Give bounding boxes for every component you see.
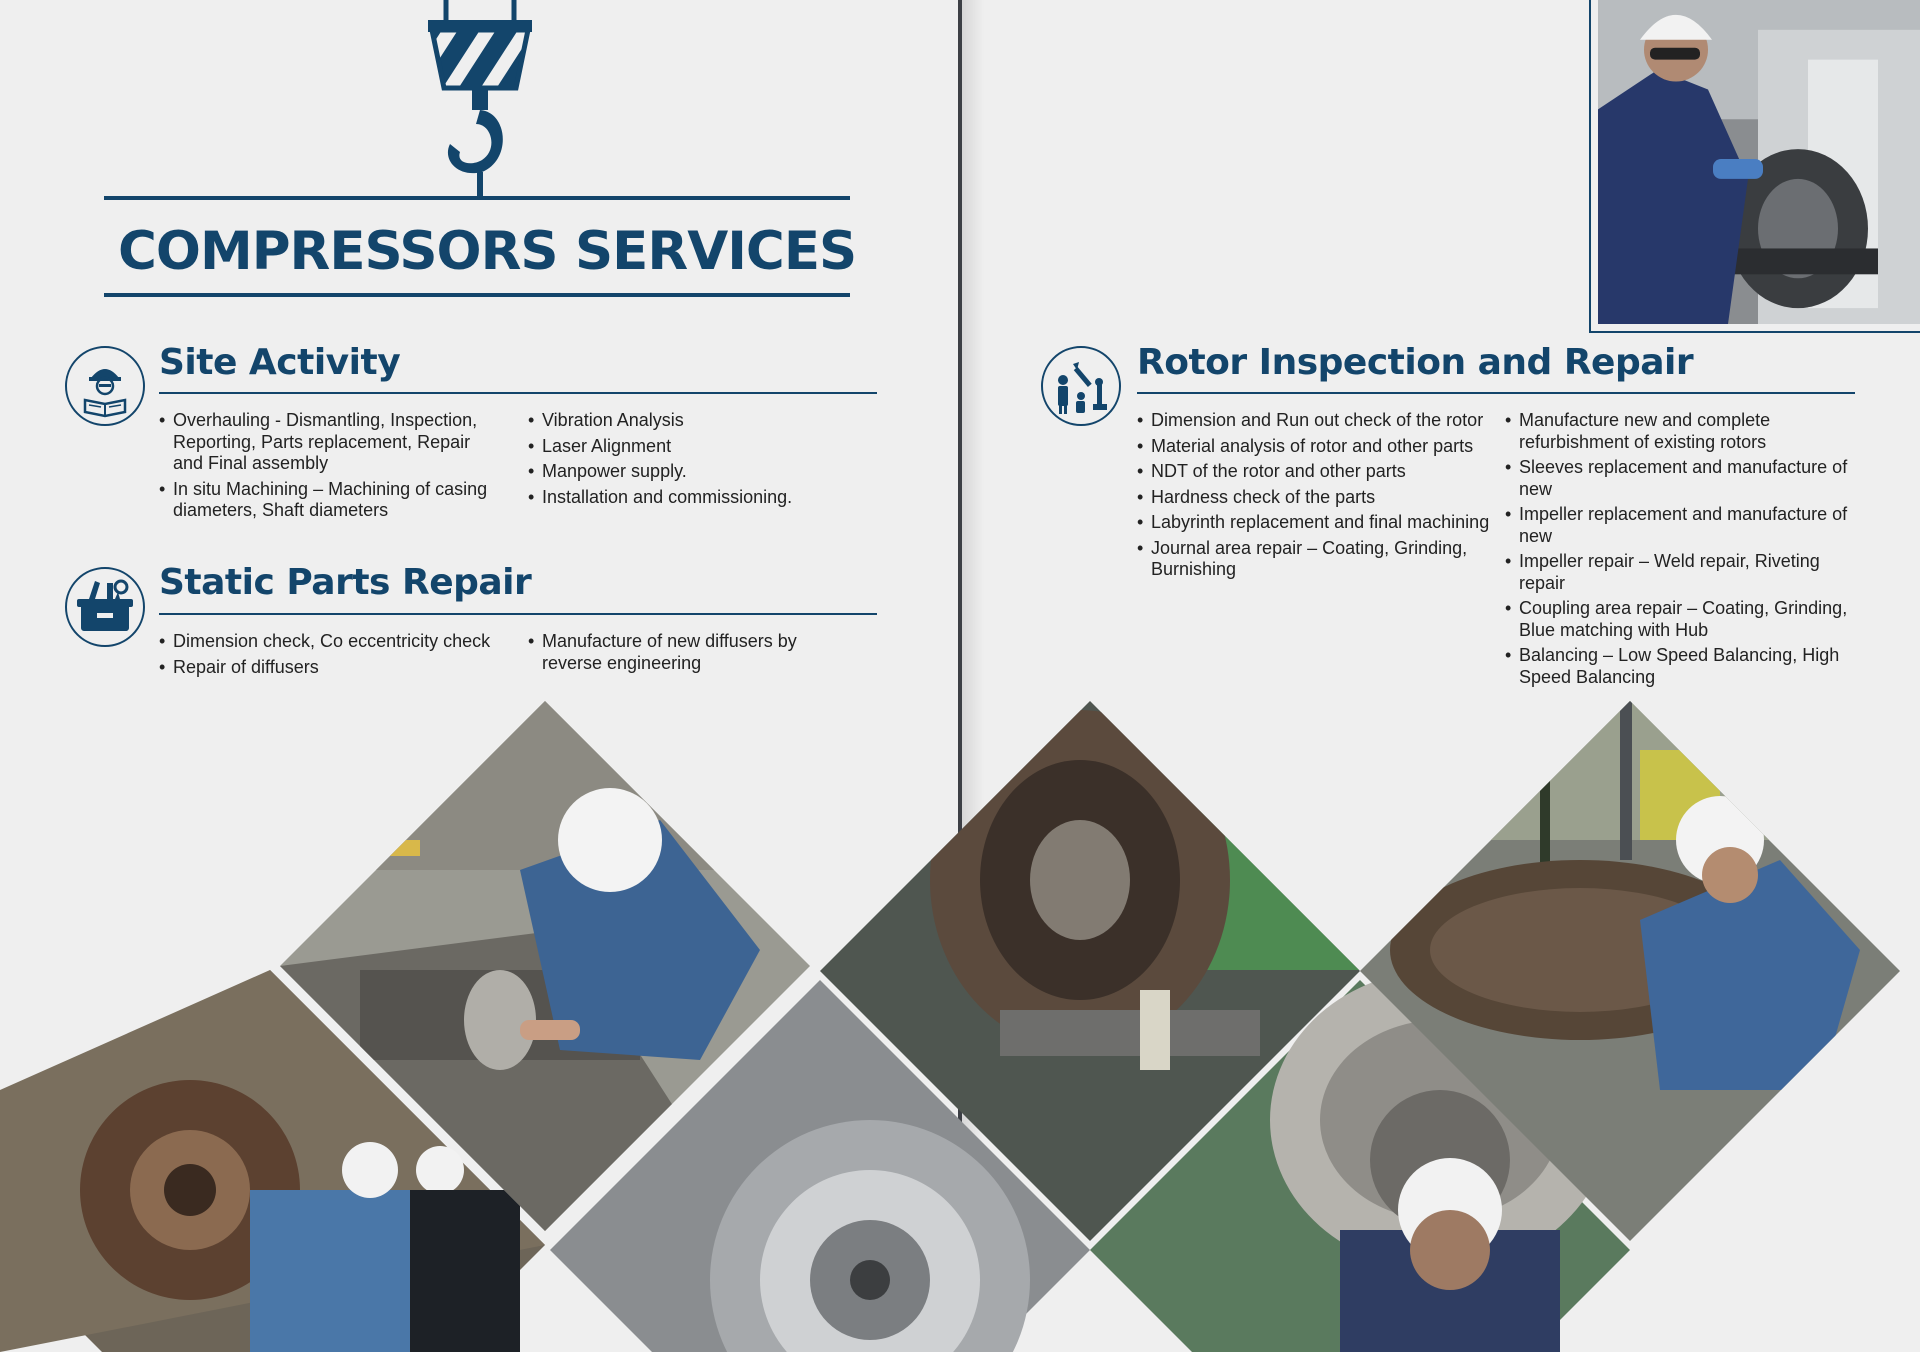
list-item: • Repair of diffusers [159, 657, 519, 679]
list-item: • Dimension and Run out check of the rotor [1137, 410, 1491, 432]
static-parts-heading: Static Parts Repair [159, 562, 532, 603]
rotor-rule [1137, 392, 1855, 394]
list-item: • Overhauling - Dismantling, Inspection, Reporting, Parts replacement, Repair and Final assembly [159, 410, 504, 475]
rotor-list-right [1505, 410, 1860, 692]
rotor-list-left [1137, 410, 1491, 585]
list-item: • Manufacture new and complete refurbishment of existing rotors [1505, 410, 1860, 453]
title-text: COMPRESSORS SERVICES [118, 220, 857, 282]
worker-with-rotor-photo [1598, 0, 1920, 324]
static-parts-rule [159, 613, 877, 615]
list-item: • Material analysis of rotor and other parts [1137, 436, 1491, 458]
list-item: • Sleeves replacement and manufacture of new [1505, 457, 1860, 500]
list-item: • Impeller replacement and manufacture of new [1505, 504, 1860, 547]
list-item: • Journal area repair – Coating, Grinding, Burnishing [1137, 538, 1491, 581]
toolbox-icon [65, 567, 145, 647]
static-parts-list-left [159, 631, 519, 682]
title-rule-bottom [104, 293, 850, 297]
site-activity-list-left [159, 410, 504, 526]
list-item: • Coupling area repair – Coating, Grinding, Blue matching with Hub [1505, 598, 1860, 641]
list-item: • Vibration Analysis [528, 410, 868, 432]
site-activity-heading: Site Activity [159, 342, 401, 383]
site-activity-list-right [528, 410, 868, 512]
list-item: • Laser Alignment [528, 436, 868, 458]
top-right-photo-frame [1589, 0, 1920, 333]
list-item: • Labyrinth replacement and final machining [1137, 512, 1491, 534]
rotor-heading: Rotor Inspection and Repair [1137, 342, 1694, 383]
crane-hook-icon [420, 0, 540, 200]
worker-reading-icon [65, 346, 145, 426]
diamond-photo-collage [0, 690, 1920, 1352]
list-item: • Hardness check of the parts [1137, 487, 1491, 509]
list-item: • NDT of the rotor and other parts [1137, 461, 1491, 483]
list-item: • In situ Machining – Machining of casing diameters, Shaft diameters [159, 479, 504, 522]
list-item: • Impeller repair – Weld repair, Riveting repair [1505, 551, 1860, 594]
title-rule-top [104, 196, 850, 200]
robot-arm-worker-icon [1041, 346, 1121, 426]
static-parts-list-right [528, 631, 848, 678]
list-item: • Installation and commissioning. [528, 487, 868, 509]
list-item: • Manpower supply. [528, 461, 868, 483]
list-item: • Manufacture of new diffusers by reverse engineering [528, 631, 848, 674]
list-item: • Dimension check, Co eccentricity check [159, 631, 519, 653]
list-item: • Balancing – Low Speed Balancing, High Speed Balancing [1505, 645, 1860, 688]
site-activity-rule [159, 392, 877, 394]
page-title [104, 218, 857, 284]
